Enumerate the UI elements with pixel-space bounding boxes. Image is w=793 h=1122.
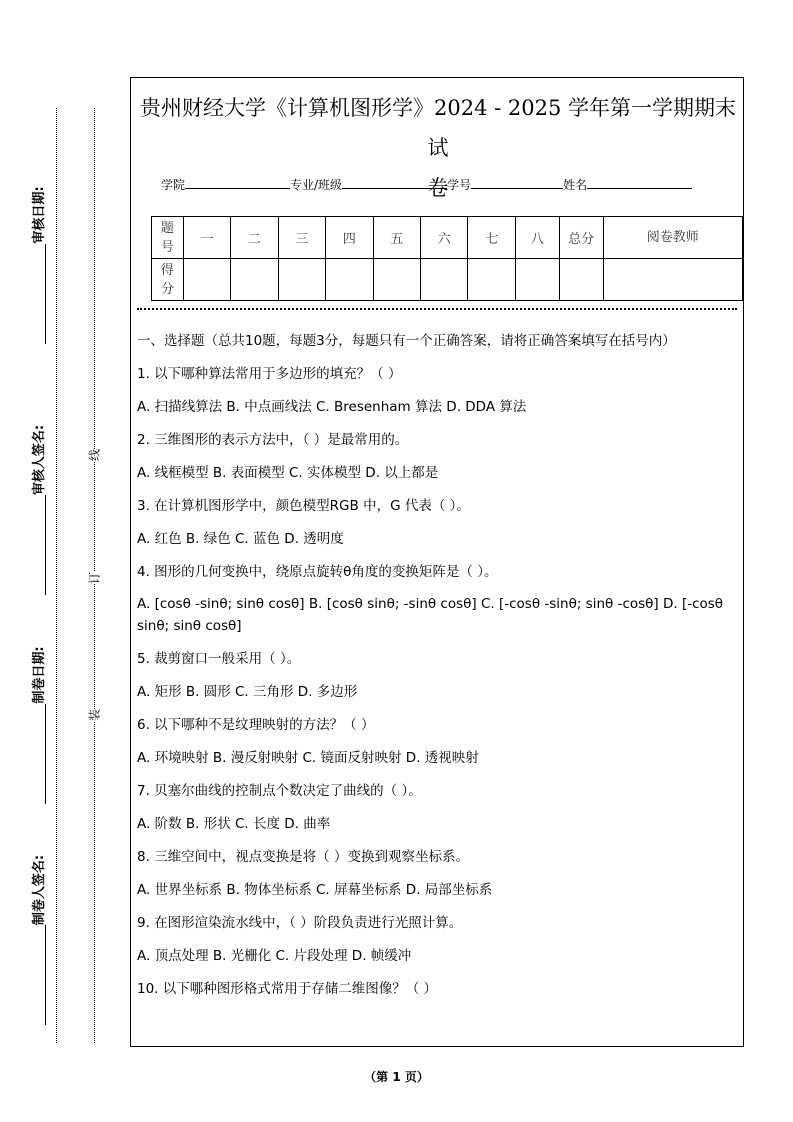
- question-line: 8. 三维空间中，视点变换是将（ ）变换到观察坐标系。: [137, 849, 469, 865]
- options-line: A. 扫描线算法 B. 中点画线法 C. Bresenham 算法 D. DDA 算法: [137, 399, 527, 415]
- question-line: 4. 图形的几何变换中，绕原点旋转θ角度的变换矩阵是（ ）。: [137, 564, 498, 580]
- review-date-field: 审核日期:: [30, 155, 50, 375]
- college-label: 学院: [161, 178, 186, 192]
- options-line: A. 世界坐标系 B. 物体坐标系 C. 屏幕坐标系 D. 局部坐标系: [137, 882, 493, 898]
- cut-char-fix: 装: [84, 709, 105, 721]
- student-id-blank[interactable]: [471, 176, 563, 189]
- student-id-label: 学号: [447, 178, 472, 192]
- score-header-cell: 二: [231, 217, 278, 259]
- score-header-cell: 总分: [559, 217, 603, 259]
- section-separator: [137, 308, 737, 310]
- college-blank[interactable]: [185, 176, 290, 189]
- score-table: [151, 216, 743, 301]
- maker-sign-field: 制卷人签名:: [30, 830, 50, 1050]
- question-line: 5. 裁剪窗口一般采用（ ）。: [137, 651, 301, 667]
- student-info-row: [161, 176, 692, 193]
- score-cell[interactable]: [468, 259, 515, 301]
- question-line: 10. 以下哪种图形格式常用于存储二维图像？（ ）: [137, 981, 438, 997]
- section-heading: 一、选择题（总共10题，每题3分，每题只有一个正确答案，请将正确答案填写在括号内）: [137, 333, 676, 349]
- name-blank[interactable]: [587, 176, 692, 189]
- score-header-cell: 六: [421, 217, 468, 259]
- major-label: 专业/班级: [290, 178, 343, 192]
- score-cell[interactable]: [231, 259, 278, 301]
- cut-char-bind: 订: [84, 572, 105, 584]
- question-section: [137, 326, 737, 1006]
- score-cell[interactable]: [515, 259, 559, 301]
- score-header-cell: 七: [468, 217, 515, 259]
- score-cell[interactable]: [183, 259, 230, 301]
- reviewer-sign-field: 审核人签名:: [30, 400, 50, 620]
- score-header-cell: 阅卷教师: [603, 217, 742, 259]
- options-line: A. 环境映射 B. 漫反射映射 C. 镜面反射映射 D. 透视映射: [137, 750, 479, 766]
- question-line: 2. 三维图形的表示方法中，（ ）是最常用的。: [137, 432, 409, 448]
- score-header-cell: 一: [183, 217, 230, 259]
- options-line: A. 红色 B. 绿色 C. 蓝色 D. 透明度: [137, 531, 344, 547]
- exam-title-line2: 卷: [427, 176, 449, 200]
- page-number: （第 1 页）: [364, 1070, 429, 1084]
- options-line: A. 阶数 B. 形状 C. 长度 D. 曲率: [137, 816, 331, 832]
- score-header-cell: 五: [373, 217, 420, 259]
- score-header-cell: 四: [326, 217, 373, 259]
- score-cell[interactable]: [278, 259, 325, 301]
- score-cell[interactable]: [373, 259, 420, 301]
- score-cell[interactable]: [603, 259, 742, 301]
- score-header-cell: 题号: [152, 217, 184, 259]
- score-row-label: 得分: [152, 259, 184, 301]
- question-line: 3. 在计算机图形学中，颜色模型RGB 中，G 代表（ ）。: [137, 498, 470, 514]
- options-line: A. [cosθ -sinθ; sinθ cosθ] B. [cosθ sinθ; -sinθ cosθ] C. [-cosθ -sinθ; sinθ -cosθ] D. [-cosθ sinθ; sinθ cosθ]: [137, 596, 724, 634]
- exam-title-line1: 贵州财经大学《计算机图形学》2024 - 2025 学年第一学期期末试: [139, 96, 736, 160]
- left-dotted-line: [56, 108, 57, 1043]
- score-header-cell: 三: [278, 217, 325, 259]
- score-header-cell: 八: [515, 217, 559, 259]
- cut-char-line: 线: [84, 449, 105, 461]
- make-date-field: 制卷日期:: [30, 615, 50, 835]
- score-cell[interactable]: [326, 259, 373, 301]
- name-label: 姓名: [563, 178, 588, 192]
- options-line: A. 顶点处理 B. 光栅化 C. 片段处理 D. 帧缓冲: [137, 948, 412, 964]
- question-line: 1. 以下哪种算法常用于多边形的填充？（ ）: [137, 366, 402, 382]
- score-table-score-row: [152, 259, 743, 301]
- score-cell[interactable]: [421, 259, 468, 301]
- question-line: 9. 在图形渲染流水线中，（ ）阶段负责进行光照计算。: [137, 915, 463, 931]
- question-line: 6. 以下哪种不是纹理映射的方法？（ ）: [137, 717, 375, 733]
- exam-frame: [130, 77, 744, 1047]
- major-blank[interactable]: [342, 176, 447, 189]
- question-line: 7. 贝塞尔曲线的控制点个数决定了曲线的（ ）。: [137, 783, 422, 799]
- options-line: A. 线框模型 B. 表面模型 C. 实体模型 D. 以上都是: [137, 465, 439, 481]
- options-line: A. 矩形 B. 圆形 C. 三角形 D. 多边形: [137, 684, 358, 700]
- score-cell[interactable]: [559, 259, 603, 301]
- score-table-header-row: [152, 217, 743, 259]
